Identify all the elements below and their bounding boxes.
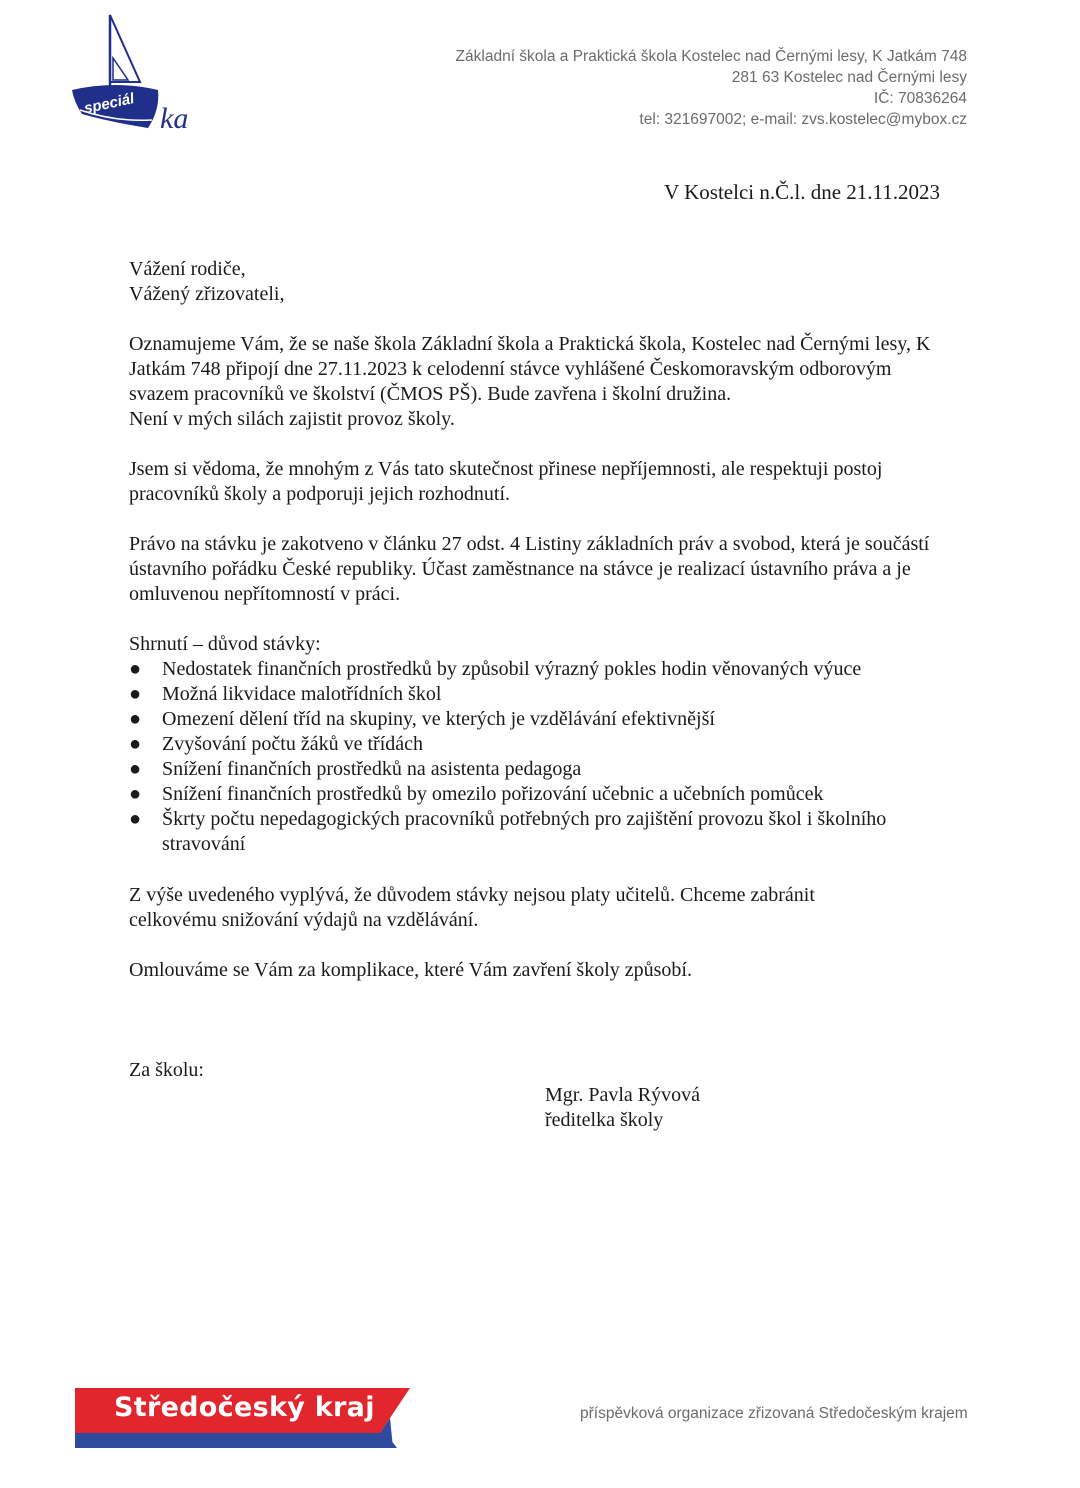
understanding-text: Jsem si vědoma, že mnohým z Vás tato skutečnost přinese nepříjemnosti, ale respektuji postoj pracovníků školy a podporuji jejich rozhodnutí. [129,458,883,505]
bullet-icon: ● [129,658,142,680]
company-id: IČ: 70836264 [873,90,967,107]
signatory-name: Mgr. Pavla Rývová [545,1084,700,1106]
strike-summary [129,632,959,857]
paragraph-apology [129,958,979,983]
announcement-operation: Není v mých silách zajistit provoz školy. [129,408,455,430]
announcement-text: Oznamujeme Vám, že se naše škola Základní škola a Praktická škola, Kostelec nad Černými lesy, K Jatkám 748 připojí dne 27.11.2023 k celodenní stávce vyhlášené Českomoravským odborovým svazem pracovníků ve školství (ČMOS PŠ). Bude zavřena i školní družina. [129,333,931,405]
summary-heading: Shrnutí – důvod stávky: [129,633,321,655]
closing-text: Za školu: [129,1059,204,1081]
salutation-parents: Vážení rodiče, [129,258,246,280]
logo-ribbon-text: speciál [82,90,136,118]
logo-script-text: ka [160,102,189,135]
bullet-icon: ● [129,783,142,805]
salutation-founder: Vážený zřizovateli, [129,283,285,305]
closing [129,1058,979,1083]
organization-note: příspěvková organizace zřizovaná Středočeským krajem [580,1405,968,1422]
paragraph-legal [129,532,974,607]
letterhead [456,46,967,130]
bullet-icon: ● [129,733,142,755]
list-item: ● Škrty počtu nepedagogických pracovníků potřebných pro zajištění provozu škol i školního stravování [129,808,887,855]
region-name: Středočeský kraj [114,1392,375,1423]
signatory-title: ředitelka školy [545,1109,664,1131]
conclusion-text: Z výše uvedeného vyplývá, že důvodem stávky nejsou platy učitelů. Chceme zabránit celkovému snižování výdajů na vzdělávání. [129,884,815,931]
bullet-icon: ● [129,808,142,830]
bullet-icon: ● [129,683,142,705]
list-item: ● Snížení finančních prostředků na asistenta pedagoga [129,758,582,780]
salutation [129,257,979,307]
contact-info: tel: 321697002; e-mail: zvs.kostelec@mybox.cz [639,111,967,128]
list-item: ● Omezení dělení tříd na skupiny, ve kterých je vzdělávání efektivnější [129,708,715,730]
paragraph-announcement [129,332,949,432]
letter-date: V Kostelci n.Č.l. dne 21.11.2023 [664,180,940,204]
legal-text: Právo na stávku je zakotveno v článku 27 odst. 4 Listiny základních práv a svobod, která je součástí ústavního pořádku České republiky. Účast zaměstnance na stávce je realizací ústavního práva a je omluvenou nepřítomností v práci. [129,533,930,605]
postal-address: 281 63 Kostelec nad Černými lesy [731,69,967,86]
paragraph-conclusion [129,883,899,933]
apology-text: Omlouváme se Vám za komplikace, které Vám zavření školy způsobí. [129,959,692,981]
bullet-icon: ● [129,758,142,780]
reasons-list [129,657,959,857]
list-item: ● Snížení finančních prostředků by omezilo pořizování učebnic a učebních pomůcek [129,783,824,805]
school-name-address: Základní škola a Praktická škola Kostelec nad Černými lesy, K Jatkám 748 [455,48,967,65]
list-item: ● Možná likvidace malotřídních škol [129,683,442,705]
paragraph-understanding [129,457,959,507]
list-item: ● Zvyšování počtu žáků ve třídách [129,733,424,755]
signature-block [545,1083,700,1133]
bullet-icon: ● [129,708,142,730]
list-item: ● Nedostatek finančních prostředků by způsobil výrazný pokles hodin věnovaných výuce [129,658,862,680]
school-logo [60,10,210,140]
